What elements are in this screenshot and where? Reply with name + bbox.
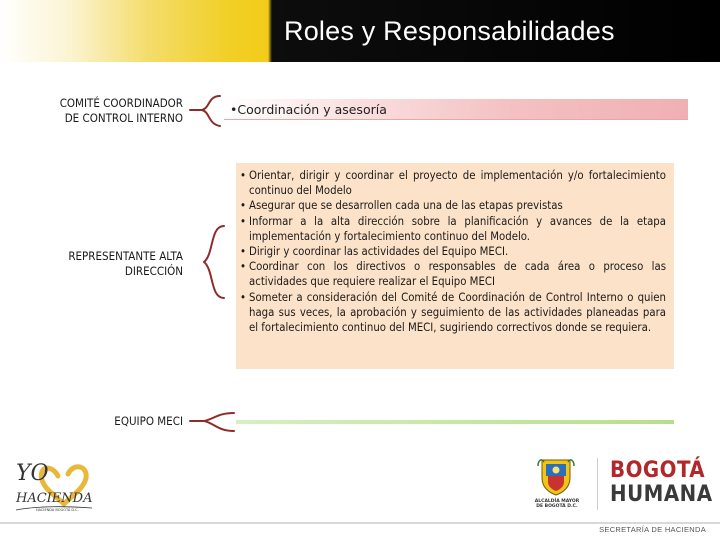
list-item: • Orientar, dirigir y coordinar el proyecto de implementación y/o fortalecimiento continuo del Modelo [240,168,666,198]
list-item: • Informar a la alta dirección sobre la planificación y avances de la etapa implementación y fortalecimiento continuo del Modelo. [240,214,666,244]
role-label-line: REPRESENTANTE ALTA [68,249,183,263]
yo-hacienda-line2: HACIENDA [16,491,93,506]
role-label-equipo [5,414,183,429]
role-label-line: COMITÉ COORDINADOR [59,96,183,110]
alcaldia-caption-line: ALCALDÍA MAYOR [534,499,580,504]
representante-list [240,168,666,335]
header-banner [0,0,720,62]
alcaldia-caption-line: DE BOGOTÁ D.C. [536,504,578,509]
list-item: • Coordinar con los directivos o responsables de cada área o proceso las actividades que requiere realizar el Equipo MECI [240,259,666,289]
alcaldia-caption [526,499,588,509]
footer-divider [0,522,720,524]
yo-hacienda-tagline: HACIENDA BOGOTÁ D.C. [36,508,79,512]
list-item: • Dirigir y coordinar las actividades del Equipo MECI. [240,244,666,259]
logo-divider [597,458,598,510]
brace-comite [188,94,222,128]
role-label-line: DIRECCIÓN [124,264,183,278]
alcaldia-crest-icon [536,456,576,496]
role-label-comite [5,96,183,126]
footer-secretaria: SECRETARÍA DE HACIENDA [599,525,706,534]
equipo-bar [236,420,674,424]
role-label-line: EQUIPO MECI [114,414,183,428]
brace-equipo [188,411,236,433]
page-title: Roles y Responsabilidades [284,16,615,46]
list-item: • Asegurar que se desarrollen cada una de las etapas previstas [240,198,666,213]
list-item: • Someter a consideración del Comité de Coordinación de Control Interno o quien haga sus veces, la aprobación y seguimiento de las actividades planeadas para el fortalecimiento continuo del MECI, sugiriendo correctivos donde se requiera. [240,290,666,336]
yo-hacienda-line1: YO [16,461,49,486]
brace-representante [196,224,226,300]
role-label-representante [5,249,183,279]
role-label-line: DE CONTROL INTERNO [64,111,183,125]
bogota-humana-line1: BOGOTÁ [610,458,706,483]
comite-responsibility: •Coordinación y asesoría [230,102,387,117]
bogota-humana-line2: HUMANA [610,482,713,507]
